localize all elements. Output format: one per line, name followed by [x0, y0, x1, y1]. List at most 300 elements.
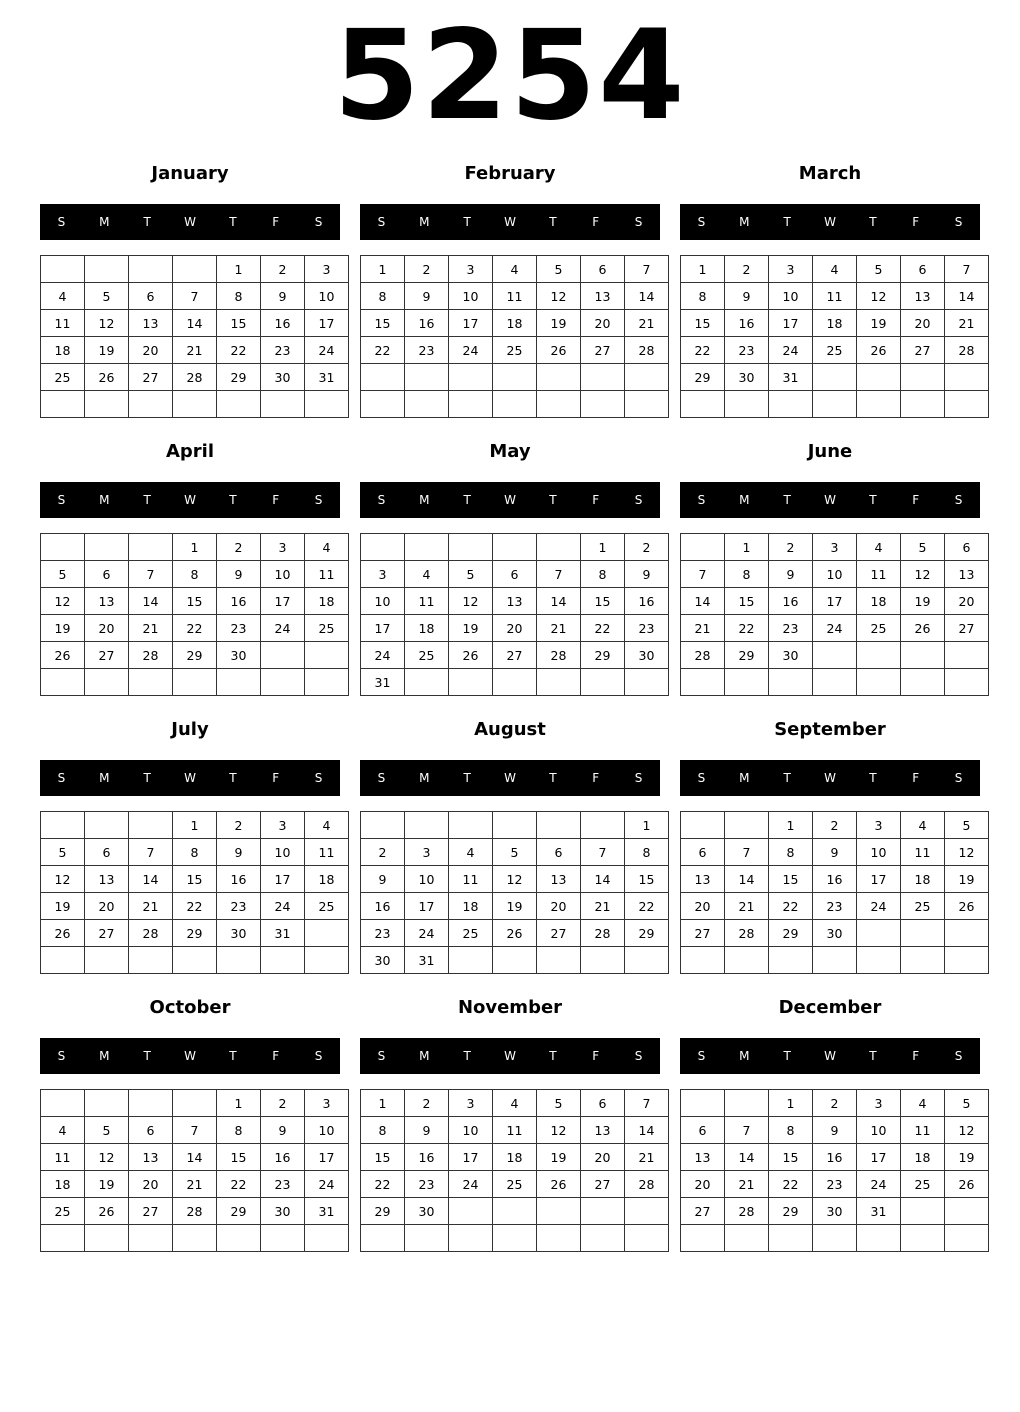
- day-cell: [681, 669, 725, 696]
- week-row: [681, 866, 989, 893]
- day-cell: [581, 669, 625, 696]
- day-cell: [129, 947, 173, 974]
- day-cell: 8: [769, 839, 813, 866]
- weekday-label: W: [504, 1049, 516, 1063]
- weekday-label: F: [592, 215, 600, 229]
- day-cell: 14: [129, 588, 173, 615]
- weekday-label: T: [229, 215, 237, 229]
- day-cell: [625, 947, 669, 974]
- day-cell: 6: [129, 1117, 173, 1144]
- day-cell: 17: [261, 866, 305, 893]
- day-cell: 24: [305, 337, 349, 364]
- week-row: [681, 1225, 989, 1252]
- day-cell: 27: [681, 920, 725, 947]
- day-cell: 3: [449, 1090, 493, 1117]
- day-cell: 26: [857, 337, 901, 364]
- day-cell: 1: [769, 812, 813, 839]
- day-cell: 12: [41, 588, 85, 615]
- day-cell: 23: [261, 1171, 305, 1198]
- day-cell: 4: [493, 256, 537, 283]
- day-cell: [41, 1225, 85, 1252]
- day-cell: 15: [625, 866, 669, 893]
- day-grid: [360, 533, 669, 696]
- day-cell: 3: [857, 1090, 901, 1117]
- day-cell: 14: [725, 1144, 769, 1171]
- day-cell: 7: [681, 561, 725, 588]
- day-cell: 9: [405, 283, 449, 310]
- day-cell: [361, 812, 405, 839]
- weekday-label: M: [99, 1049, 110, 1063]
- day-cell: 21: [725, 893, 769, 920]
- day-cell: 30: [261, 364, 305, 391]
- day-cell: 2: [405, 256, 449, 283]
- week-row: [681, 364, 989, 391]
- day-cell: [129, 1225, 173, 1252]
- day-cell: [493, 1198, 537, 1225]
- day-cell: 10: [857, 839, 901, 866]
- day-cell: [537, 947, 581, 974]
- day-cell: 14: [173, 310, 217, 337]
- day-cell: [769, 669, 813, 696]
- day-grid: [680, 1089, 989, 1252]
- week-row: [681, 337, 989, 364]
- day-cell: 13: [129, 310, 173, 337]
- day-cell: 17: [813, 588, 857, 615]
- week-row: [361, 310, 669, 337]
- day-cell: 16: [625, 588, 669, 615]
- day-cell: 6: [581, 1090, 625, 1117]
- week-row: [41, 283, 349, 310]
- day-cell: [725, 391, 769, 418]
- weekday-label: F: [592, 1049, 600, 1063]
- weekday-label: W: [824, 771, 836, 785]
- day-cell: 20: [901, 310, 945, 337]
- day-cell: 24: [405, 920, 449, 947]
- month-block: [360, 997, 660, 1265]
- day-cell: 2: [217, 812, 261, 839]
- day-cell: 17: [261, 588, 305, 615]
- week-row: [681, 1090, 989, 1117]
- week-row: [41, 256, 349, 283]
- day-cell: 27: [129, 1198, 173, 1225]
- day-cell: [173, 947, 217, 974]
- day-cell: 25: [901, 1171, 945, 1198]
- week-row: [41, 391, 349, 418]
- day-cell: 3: [857, 812, 901, 839]
- day-cell: [725, 669, 769, 696]
- week-row: [41, 588, 349, 615]
- day-cell: 10: [305, 1117, 349, 1144]
- day-cell: 23: [813, 1171, 857, 1198]
- day-cell: 16: [217, 588, 261, 615]
- week-row: [681, 283, 989, 310]
- day-cell: 30: [361, 947, 405, 974]
- day-cell: 4: [493, 1090, 537, 1117]
- day-cell: [493, 534, 537, 561]
- weekday-header: [680, 482, 980, 518]
- weekday-label: F: [912, 1049, 920, 1063]
- week-row: [41, 947, 349, 974]
- day-cell: 24: [361, 642, 405, 669]
- day-cell: 20: [85, 615, 129, 642]
- day-cell: 8: [217, 1117, 261, 1144]
- day-cell: 7: [625, 1090, 669, 1117]
- week-row: [361, 588, 669, 615]
- day-cell: 14: [625, 283, 669, 310]
- weekday-header: [680, 760, 980, 796]
- day-cell: 19: [41, 615, 85, 642]
- day-cell: 28: [725, 1198, 769, 1225]
- weekday-label: T: [869, 771, 877, 785]
- day-cell: [725, 947, 769, 974]
- day-cell: [405, 1225, 449, 1252]
- day-cell: 11: [493, 1117, 537, 1144]
- weekday-header: [40, 1038, 340, 1074]
- day-cell: 19: [493, 893, 537, 920]
- week-row: [681, 669, 989, 696]
- day-cell: 4: [305, 534, 349, 561]
- day-cell: 7: [537, 561, 581, 588]
- day-cell: [85, 1225, 129, 1252]
- day-cell: 5: [41, 561, 85, 588]
- day-cell: 6: [901, 256, 945, 283]
- day-cell: 29: [725, 642, 769, 669]
- weekday-header: [360, 1038, 660, 1074]
- day-cell: 1: [625, 812, 669, 839]
- day-cell: [405, 364, 449, 391]
- weekday-label: S: [634, 215, 643, 229]
- day-cell: 21: [625, 310, 669, 337]
- weekday-label: F: [912, 771, 920, 785]
- weekday-label: S: [697, 493, 706, 507]
- day-cell: 14: [681, 588, 725, 615]
- day-cell: [857, 391, 901, 418]
- day-cell: 11: [493, 283, 537, 310]
- day-cell: 27: [493, 642, 537, 669]
- day-cell: [173, 1225, 217, 1252]
- day-cell: [405, 534, 449, 561]
- day-cell: 11: [405, 588, 449, 615]
- day-cell: 15: [217, 1144, 261, 1171]
- day-cell: [261, 391, 305, 418]
- day-cell: [405, 391, 449, 418]
- day-cell: 9: [361, 866, 405, 893]
- day-cell: [173, 1090, 217, 1117]
- day-cell: [681, 534, 725, 561]
- day-cell: 12: [493, 866, 537, 893]
- day-cell: [813, 642, 857, 669]
- day-cell: 15: [173, 588, 217, 615]
- day-cell: 16: [813, 866, 857, 893]
- day-cell: [725, 1090, 769, 1117]
- weekday-label: T: [869, 493, 877, 507]
- weekday-label: T: [549, 1049, 557, 1063]
- day-grid: [360, 255, 669, 418]
- day-cell: 12: [85, 310, 129, 337]
- day-cell: [449, 669, 493, 696]
- day-cell: 25: [41, 1198, 85, 1225]
- day-cell: [85, 812, 129, 839]
- day-cell: [581, 364, 625, 391]
- day-cell: [769, 947, 813, 974]
- week-row: [361, 615, 669, 642]
- day-cell: 21: [173, 1171, 217, 1198]
- week-row: [361, 283, 669, 310]
- day-cell: 25: [449, 920, 493, 947]
- day-cell: 31: [261, 920, 305, 947]
- weekday-label: F: [272, 771, 280, 785]
- day-cell: 13: [85, 588, 129, 615]
- weekday-label: T: [143, 493, 151, 507]
- week-row: [361, 337, 669, 364]
- weekday-label: M: [99, 771, 110, 785]
- day-cell: 28: [725, 920, 769, 947]
- day-cell: [625, 669, 669, 696]
- day-cell: [129, 1090, 173, 1117]
- day-cell: 29: [173, 642, 217, 669]
- day-cell: [217, 669, 261, 696]
- day-grid: [40, 533, 349, 696]
- day-cell: [537, 669, 581, 696]
- day-cell: 19: [901, 588, 945, 615]
- day-cell: 1: [361, 1090, 405, 1117]
- week-row: [681, 561, 989, 588]
- weekday-label: M: [419, 493, 430, 507]
- day-cell: 8: [769, 1117, 813, 1144]
- weekday-label: S: [314, 771, 323, 785]
- day-cell: 13: [681, 1144, 725, 1171]
- day-cell: [449, 1198, 493, 1225]
- weekday-label: W: [184, 771, 196, 785]
- week-row: [361, 1198, 669, 1225]
- day-cell: 17: [857, 1144, 901, 1171]
- day-cell: 28: [945, 337, 989, 364]
- day-cell: 18: [493, 1144, 537, 1171]
- day-cell: 27: [581, 337, 625, 364]
- day-cell: [681, 947, 725, 974]
- week-row: [681, 920, 989, 947]
- weekday-label: S: [377, 771, 386, 785]
- day-cell: [769, 391, 813, 418]
- day-cell: 28: [173, 364, 217, 391]
- day-cell: 11: [305, 839, 349, 866]
- day-cell: 21: [581, 893, 625, 920]
- week-row: [681, 1117, 989, 1144]
- weekday-label: M: [99, 493, 110, 507]
- day-cell: 24: [305, 1171, 349, 1198]
- day-cell: 2: [261, 1090, 305, 1117]
- weekday-label: M: [739, 215, 750, 229]
- day-cell: 26: [41, 642, 85, 669]
- month-name: December: [778, 997, 882, 1018]
- day-cell: [305, 920, 349, 947]
- day-cell: 8: [625, 839, 669, 866]
- day-cell: 8: [725, 561, 769, 588]
- weekday-label: T: [783, 771, 791, 785]
- weekday-header: [40, 482, 340, 518]
- day-cell: 31: [305, 1198, 349, 1225]
- day-cell: 25: [305, 615, 349, 642]
- month-name: October: [149, 997, 231, 1018]
- day-cell: 20: [129, 1171, 173, 1198]
- day-cell: 6: [581, 256, 625, 283]
- day-cell: 17: [769, 310, 813, 337]
- day-cell: [449, 947, 493, 974]
- day-cell: 28: [625, 1171, 669, 1198]
- day-cell: 3: [305, 1090, 349, 1117]
- day-cell: 22: [625, 893, 669, 920]
- day-cell: [173, 391, 217, 418]
- day-cell: [217, 947, 261, 974]
- day-cell: [945, 920, 989, 947]
- day-cell: 1: [173, 812, 217, 839]
- day-cell: 13: [901, 283, 945, 310]
- day-cell: [901, 1198, 945, 1225]
- day-cell: [85, 256, 129, 283]
- day-cell: 6: [85, 561, 129, 588]
- day-cell: [405, 669, 449, 696]
- day-cell: 5: [945, 1090, 989, 1117]
- day-cell: [945, 364, 989, 391]
- week-row: [41, 669, 349, 696]
- weekday-label: S: [57, 1049, 66, 1063]
- day-cell: 14: [173, 1144, 217, 1171]
- week-row: [361, 669, 669, 696]
- day-cell: 18: [41, 1171, 85, 1198]
- week-row: [681, 642, 989, 669]
- day-cell: [41, 391, 85, 418]
- day-cell: 9: [625, 561, 669, 588]
- weekday-header: [40, 204, 340, 240]
- week-row: [41, 615, 349, 642]
- day-cell: 7: [725, 1117, 769, 1144]
- day-cell: 30: [217, 920, 261, 947]
- day-cell: 4: [857, 534, 901, 561]
- day-cell: 16: [725, 310, 769, 337]
- day-cell: [857, 947, 901, 974]
- day-cell: 18: [813, 310, 857, 337]
- day-cell: 27: [681, 1198, 725, 1225]
- day-cell: 15: [361, 1144, 405, 1171]
- day-cell: 19: [85, 1171, 129, 1198]
- day-cell: 28: [625, 337, 669, 364]
- week-row: [41, 534, 349, 561]
- day-cell: 6: [129, 283, 173, 310]
- day-cell: 20: [85, 893, 129, 920]
- week-row: [41, 1198, 349, 1225]
- weekday-label: T: [143, 215, 151, 229]
- day-cell: 8: [173, 561, 217, 588]
- day-cell: 24: [261, 893, 305, 920]
- day-cell: [725, 812, 769, 839]
- week-row: [681, 588, 989, 615]
- day-cell: [581, 812, 625, 839]
- day-cell: 23: [405, 337, 449, 364]
- weekday-label: S: [954, 1049, 963, 1063]
- weekday-label: S: [634, 1049, 643, 1063]
- weekday-label: T: [229, 493, 237, 507]
- day-cell: 2: [625, 534, 669, 561]
- day-cell: 11: [857, 561, 901, 588]
- day-cell: 5: [85, 1117, 129, 1144]
- day-cell: 24: [813, 615, 857, 642]
- day-cell: 7: [945, 256, 989, 283]
- day-cell: [361, 391, 405, 418]
- day-cell: 16: [217, 866, 261, 893]
- day-cell: 27: [85, 920, 129, 947]
- week-row: [41, 812, 349, 839]
- day-cell: 4: [41, 1117, 85, 1144]
- day-cell: 16: [261, 310, 305, 337]
- day-cell: 13: [537, 866, 581, 893]
- weekday-label: M: [739, 771, 750, 785]
- day-cell: 21: [129, 615, 173, 642]
- day-cell: 13: [493, 588, 537, 615]
- day-cell: 2: [769, 534, 813, 561]
- day-cell: 21: [625, 1144, 669, 1171]
- weekday-label: F: [592, 771, 600, 785]
- month-name: August: [474, 719, 546, 740]
- day-cell: [85, 669, 129, 696]
- day-grid: [40, 811, 349, 974]
- day-cell: 16: [405, 1144, 449, 1171]
- day-cell: 25: [813, 337, 857, 364]
- day-cell: 4: [901, 1090, 945, 1117]
- day-cell: [129, 256, 173, 283]
- day-cell: [305, 669, 349, 696]
- day-cell: [681, 1225, 725, 1252]
- day-cell: 30: [813, 920, 857, 947]
- day-cell: 18: [305, 588, 349, 615]
- day-cell: 23: [725, 337, 769, 364]
- day-cell: [85, 947, 129, 974]
- day-cell: [581, 1198, 625, 1225]
- weekday-header: [360, 204, 660, 240]
- day-cell: 9: [217, 561, 261, 588]
- weekday-header: [360, 760, 660, 796]
- day-cell: 20: [945, 588, 989, 615]
- day-cell: [493, 947, 537, 974]
- day-cell: 22: [769, 893, 813, 920]
- day-cell: 7: [581, 839, 625, 866]
- month-name: April: [165, 441, 215, 462]
- day-cell: 12: [449, 588, 493, 615]
- day-cell: 12: [537, 283, 581, 310]
- weekday-label: T: [463, 215, 471, 229]
- day-cell: 26: [901, 615, 945, 642]
- day-cell: 5: [537, 1090, 581, 1117]
- day-cell: 30: [813, 1198, 857, 1225]
- day-cell: 11: [305, 561, 349, 588]
- day-cell: [261, 669, 305, 696]
- day-cell: 24: [449, 1171, 493, 1198]
- day-cell: 10: [449, 283, 493, 310]
- day-cell: [537, 1225, 581, 1252]
- day-grid: [680, 811, 989, 974]
- day-cell: 22: [725, 615, 769, 642]
- day-cell: [625, 1198, 669, 1225]
- day-cell: 22: [681, 337, 725, 364]
- day-cell: 7: [625, 256, 669, 283]
- week-row: [361, 561, 669, 588]
- weekday-header: [680, 1038, 980, 1074]
- day-cell: 16: [261, 1144, 305, 1171]
- day-cell: 24: [261, 615, 305, 642]
- day-cell: [581, 1225, 625, 1252]
- day-cell: 30: [217, 642, 261, 669]
- weekday-label: W: [184, 215, 196, 229]
- day-cell: [449, 812, 493, 839]
